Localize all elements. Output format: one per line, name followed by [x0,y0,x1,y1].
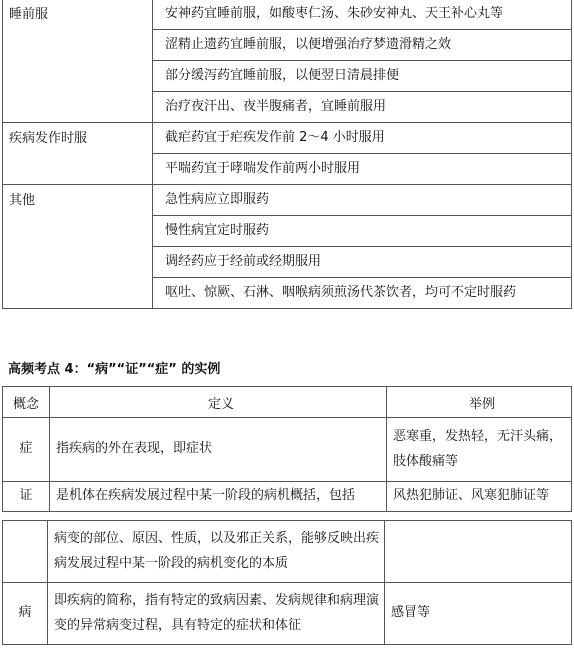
concept-cell: 症 [3,418,50,482]
example-cell: 感冒等 [385,583,572,645]
item-cell: 调经药应于经前或经期服用 [153,247,572,278]
concept-table-continued [2,520,572,645]
example-cell: 风热犯肺证、风寒犯肺证等 [387,482,572,512]
definition-cell: 病变的部位、原因、性质，以及邪正关系，能够反映出疾病发展过程中某一阶段的病机变化的本质 [48,521,385,583]
example-cell [385,521,572,583]
concept-cell: 证 [3,482,50,512]
item-cell: 涩精止遗药宜睡前服，以便增强治疗梦遗滑精之效 [153,30,572,61]
item-cell: 治疗夜汗出、夜半腹痛者，宜睡前服用 [153,92,572,123]
concept-cell: 病 [3,583,48,645]
table-header-row [3,387,572,418]
column-header-definition: 定义 [50,387,387,418]
category-cell: 疾病发作时服 [3,123,153,185]
definition-cell: 指疾病的外在表现，即症状 [50,418,387,482]
section-heading: 高频考点 4：“病”“证”“症” 的实例 [8,362,221,377]
item-cell: 截疟药宜于疟疾发作前 2～4 小时服用 [153,123,572,154]
table-row [3,0,572,30]
item-cell: 呕吐、惊厥、石淋、咽喉病须煎汤代茶饮者，均可不定时服药 [153,278,572,309]
item-cell: 平喘药宜于哮喘发作前两小时服用 [153,154,572,185]
item-cell: 慢性病宜定时服药 [153,216,572,247]
table-row [3,521,572,583]
table-row [3,418,572,482]
concept-cell [3,521,48,583]
table-row [3,123,572,154]
category-cell: 其他 [3,185,153,309]
definition-cell: 是机体在疾病发展过程中某一阶段的病机概括，包括 [50,482,387,512]
example-cell: 恶寒重，发热轻，无汗头痛，肢体酸痛等 [387,418,572,482]
table-row [3,482,572,512]
definition-cell: 即疾病的简称，指有特定的致病因素、发病规律和病理演变的异常病变过程，具有特定的症状和体征 [48,583,385,645]
table-row [3,185,572,216]
item-cell: 部分缓泻药宜睡前服，以便翌日清晨排便 [153,61,572,92]
column-header-example: 举例 [387,387,572,418]
category-cell: 睡前服 [3,0,153,123]
item-cell: 安神药宜睡前服，如酸枣仁汤、朱砂安神丸、天王补心丸等 [153,0,572,30]
column-header-concept: 概念 [3,387,50,418]
table-row [3,583,572,645]
item-cell: 急性病应立即服药 [153,185,572,216]
medication-timing-table [2,0,572,309]
concept-table [2,386,572,512]
